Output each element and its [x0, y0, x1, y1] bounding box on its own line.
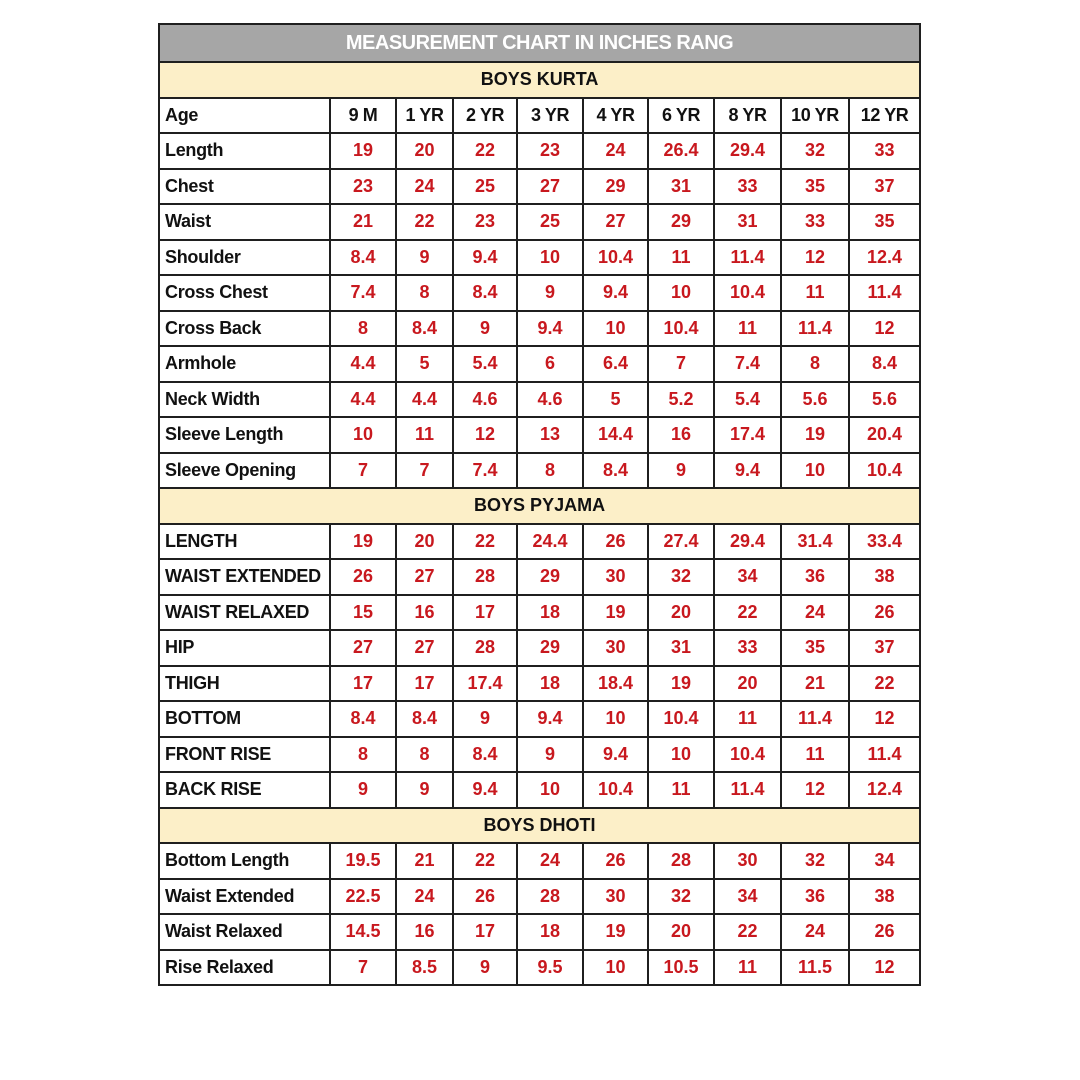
table-row [159, 453, 920, 489]
measurement-value: 9.4 [714, 453, 781, 489]
measurement-label: WAIST RELAXED [159, 595, 330, 631]
measurement-value: 21 [781, 666, 849, 702]
measurement-value: 5 [396, 346, 453, 382]
measurement-value: 11.5 [781, 950, 849, 986]
section-title: BOYS PYJAMA [159, 488, 920, 524]
measurement-value: 34 [849, 843, 920, 879]
measurement-value: 11.4 [714, 240, 781, 276]
measurement-value: 27 [396, 559, 453, 595]
measurement-value: 34 [714, 879, 781, 915]
chart-title: MEASUREMENT CHART IN INCHES RANG [159, 24, 920, 62]
age-column-header: 3 YR [517, 98, 583, 134]
measurement-value: 28 [453, 630, 517, 666]
measurement-value: 24 [781, 595, 849, 631]
measurement-value: 9 [330, 772, 396, 808]
measurement-value: 32 [781, 133, 849, 169]
measurement-value: 26 [849, 914, 920, 950]
measurement-value: 35 [781, 630, 849, 666]
measurement-value: 19 [330, 524, 396, 560]
measurement-value: 12 [849, 701, 920, 737]
measurement-value: 32 [781, 843, 849, 879]
measurement-value: 9.4 [517, 701, 583, 737]
measurement-value: 23 [453, 204, 517, 240]
measurement-value: 19 [330, 133, 396, 169]
measurement-value: 7.4 [453, 453, 517, 489]
measurement-value: 10.4 [648, 311, 714, 347]
measurement-value: 9.4 [453, 772, 517, 808]
section-title: BOYS DHOTI [159, 808, 920, 844]
measurement-label: Shoulder [159, 240, 330, 276]
measurement-value: 10 [517, 240, 583, 276]
measurement-value: 9 [648, 453, 714, 489]
measurement-value: 29 [517, 630, 583, 666]
measurement-value: 19 [583, 595, 648, 631]
measurement-value: 20 [396, 524, 453, 560]
measurement-value: 12 [849, 311, 920, 347]
measurement-value: 12 [781, 772, 849, 808]
section-row [159, 62, 920, 98]
age-header-row [159, 98, 920, 134]
measurement-value: 15 [330, 595, 396, 631]
measurement-value: 34 [714, 559, 781, 595]
table-row [159, 879, 920, 915]
measurement-label: Sleeve Opening [159, 453, 330, 489]
measurement-label: Waist Relaxed [159, 914, 330, 950]
measurement-value: 33 [849, 133, 920, 169]
table-row [159, 311, 920, 347]
measurement-value: 8 [517, 453, 583, 489]
measurement-label: BACK RISE [159, 772, 330, 808]
measurement-value: 10.4 [648, 701, 714, 737]
measurement-value: 8.4 [330, 240, 396, 276]
measurement-value: 8.5 [396, 950, 453, 986]
measurement-value: 17.4 [453, 666, 517, 702]
measurement-value: 11 [781, 737, 849, 773]
measurement-value: 37 [849, 169, 920, 205]
measurement-value: 18 [517, 595, 583, 631]
measurement-value: 17 [453, 914, 517, 950]
measurement-value: 38 [849, 879, 920, 915]
measurement-label: LENGTH [159, 524, 330, 560]
measurement-value: 16 [396, 914, 453, 950]
age-column-header: 9 M [330, 98, 396, 134]
measurement-value: 19.5 [330, 843, 396, 879]
table-row [159, 595, 920, 631]
measurement-value: 11 [781, 275, 849, 311]
measurement-value: 5.6 [849, 382, 920, 418]
measurement-value: 17 [396, 666, 453, 702]
measurement-value: 19 [648, 666, 714, 702]
measurement-value: 8 [330, 737, 396, 773]
measurement-value: 9 [517, 275, 583, 311]
chart-body [159, 24, 920, 985]
table-row [159, 630, 920, 666]
measurement-value: 8.4 [849, 346, 920, 382]
measurement-value: 8 [396, 275, 453, 311]
measurement-value: 14.5 [330, 914, 396, 950]
section-title: BOYS KURTA [159, 62, 920, 98]
table-row [159, 666, 920, 702]
measurement-label: Armhole [159, 346, 330, 382]
measurement-label: Neck Width [159, 382, 330, 418]
measurement-value: 12.4 [849, 772, 920, 808]
measurement-value: 25 [517, 204, 583, 240]
table-row [159, 701, 920, 737]
measurement-label: HIP [159, 630, 330, 666]
measurement-value: 29 [583, 169, 648, 205]
measurement-value: 9 [396, 772, 453, 808]
table-row [159, 169, 920, 205]
age-column-header: 1 YR [396, 98, 453, 134]
measurement-value: 9.4 [453, 240, 517, 276]
measurement-value: 26 [849, 595, 920, 631]
measurement-value: 5.4 [714, 382, 781, 418]
measurement-value: 4.4 [396, 382, 453, 418]
measurement-value: 4.6 [517, 382, 583, 418]
title-row [159, 24, 920, 62]
measurement-value: 9.4 [583, 275, 648, 311]
measurement-value: 36 [781, 879, 849, 915]
measurement-value: 11.4 [781, 311, 849, 347]
measurement-value: 11.4 [849, 275, 920, 311]
measurement-value: 18 [517, 666, 583, 702]
measurement-label: Rise Relaxed [159, 950, 330, 986]
measurement-value: 22 [849, 666, 920, 702]
measurement-value: 4.4 [330, 382, 396, 418]
measurement-value: 25 [453, 169, 517, 205]
measurement-value: 22 [453, 524, 517, 560]
measurement-value: 4.6 [453, 382, 517, 418]
measurement-value: 31 [648, 169, 714, 205]
measurement-label: Chest [159, 169, 330, 205]
measurement-value: 9.5 [517, 950, 583, 986]
measurement-value: 7 [648, 346, 714, 382]
age-column-header: 8 YR [714, 98, 781, 134]
measurement-value: 20 [648, 914, 714, 950]
measurement-value: 31.4 [781, 524, 849, 560]
measurement-value: 10 [781, 453, 849, 489]
measurement-value: 18.4 [583, 666, 648, 702]
measurement-value: 21 [330, 204, 396, 240]
measurement-value: 22 [396, 204, 453, 240]
measurement-value: 12 [781, 240, 849, 276]
table-row [159, 382, 920, 418]
measurement-value: 24 [396, 169, 453, 205]
measurement-value: 26 [330, 559, 396, 595]
measurement-value: 27 [583, 204, 648, 240]
measurement-value: 7 [396, 453, 453, 489]
measurement-value: 11.4 [849, 737, 920, 773]
measurement-value: 22.5 [330, 879, 396, 915]
measurement-value: 9.4 [517, 311, 583, 347]
measurement-value: 35 [849, 204, 920, 240]
measurement-value: 33.4 [849, 524, 920, 560]
measurement-value: 9 [453, 701, 517, 737]
measurement-value: 32 [648, 879, 714, 915]
measurement-value: 31 [714, 204, 781, 240]
measurement-value: 5.2 [648, 382, 714, 418]
measurement-value: 24 [781, 914, 849, 950]
measurement-value: 32 [648, 559, 714, 595]
table-row [159, 559, 920, 595]
measurement-value: 27.4 [648, 524, 714, 560]
measurement-value: 10.4 [714, 737, 781, 773]
measurement-value: 28 [648, 843, 714, 879]
measurement-value: 7 [330, 950, 396, 986]
section-row [159, 808, 920, 844]
measurement-value: 27 [396, 630, 453, 666]
measurement-label: FRONT RISE [159, 737, 330, 773]
table-row [159, 843, 920, 879]
measurement-value: 10.4 [849, 453, 920, 489]
measurement-value: 24 [517, 843, 583, 879]
measurement-value: 26 [583, 524, 648, 560]
measurement-value: 6 [517, 346, 583, 382]
measurement-value: 12 [849, 950, 920, 986]
measurement-value: 29 [517, 559, 583, 595]
measurement-value: 24 [396, 879, 453, 915]
age-column-header: 12 YR [849, 98, 920, 134]
table-row [159, 346, 920, 382]
measurement-label: Sleeve Length [159, 417, 330, 453]
measurement-value: 10 [648, 275, 714, 311]
measurement-label: Length [159, 133, 330, 169]
measurement-value: 5.4 [453, 346, 517, 382]
measurement-value: 18 [517, 914, 583, 950]
table-row [159, 772, 920, 808]
measurement-value: 5 [583, 382, 648, 418]
table-row [159, 275, 920, 311]
measurement-value: 11 [396, 417, 453, 453]
measurement-label: Cross Back [159, 311, 330, 347]
measurement-value: 33 [714, 169, 781, 205]
measurement-value: 10.4 [714, 275, 781, 311]
measurement-value: 29 [648, 204, 714, 240]
measurement-value: 9 [517, 737, 583, 773]
measurement-label: Bottom Length [159, 843, 330, 879]
table-row [159, 524, 920, 560]
measurement-value: 10.5 [648, 950, 714, 986]
measurement-value: 20.4 [849, 417, 920, 453]
age-header-label: Age [159, 98, 330, 134]
measurement-label: Waist [159, 204, 330, 240]
measurement-value: 9 [396, 240, 453, 276]
measurement-value: 20 [648, 595, 714, 631]
measurement-value: 8.4 [396, 311, 453, 347]
measurement-value: 26 [453, 879, 517, 915]
measurement-value: 8.4 [330, 701, 396, 737]
section-row [159, 488, 920, 524]
measurement-value: 17 [453, 595, 517, 631]
measurement-value: 20 [714, 666, 781, 702]
measurement-value: 13 [517, 417, 583, 453]
measurement-value: 7.4 [714, 346, 781, 382]
measurement-label: THIGH [159, 666, 330, 702]
table-row [159, 950, 920, 986]
measurement-value: 8 [396, 737, 453, 773]
measurement-value: 9 [453, 950, 517, 986]
measurement-value: 9.4 [583, 737, 648, 773]
measurement-value: 12 [453, 417, 517, 453]
measurement-value: 5.6 [781, 382, 849, 418]
measurement-value: 33 [714, 630, 781, 666]
measurement-value: 37 [849, 630, 920, 666]
measurement-value: 10 [583, 311, 648, 347]
measurement-value: 10 [330, 417, 396, 453]
measurement-value: 22 [714, 914, 781, 950]
measurement-label: Cross Chest [159, 275, 330, 311]
measurement-value: 11.4 [781, 701, 849, 737]
measurement-value: 16 [396, 595, 453, 631]
table-row [159, 133, 920, 169]
measurement-value: 10.4 [583, 772, 648, 808]
measurement-label: Waist Extended [159, 879, 330, 915]
measurement-value: 26.4 [648, 133, 714, 169]
measurement-value: 29.4 [714, 524, 781, 560]
table-row [159, 737, 920, 773]
measurement-value: 30 [583, 559, 648, 595]
measurement-value: 22 [453, 133, 517, 169]
measurement-value: 19 [583, 914, 648, 950]
measurement-value: 8 [330, 311, 396, 347]
measurement-value: 23 [330, 169, 396, 205]
age-column-header: 6 YR [648, 98, 714, 134]
measurement-value: 8 [781, 346, 849, 382]
measurement-value: 10.4 [583, 240, 648, 276]
measurement-value: 30 [583, 879, 648, 915]
measurement-value: 22 [453, 843, 517, 879]
measurement-value: 36 [781, 559, 849, 595]
measurement-value: 7 [330, 453, 396, 489]
measurement-value: 38 [849, 559, 920, 595]
measurement-value: 14.4 [583, 417, 648, 453]
table-row [159, 240, 920, 276]
measurement-value: 11 [648, 240, 714, 276]
measurement-value: 17.4 [714, 417, 781, 453]
measurement-value: 33 [781, 204, 849, 240]
measurement-value: 10 [583, 950, 648, 986]
measurement-value: 23 [517, 133, 583, 169]
measurement-value: 10 [648, 737, 714, 773]
age-column-header: 10 YR [781, 98, 849, 134]
table-row [159, 914, 920, 950]
measurement-value: 11.4 [714, 772, 781, 808]
measurement-value: 12.4 [849, 240, 920, 276]
measurement-value: 8.4 [583, 453, 648, 489]
measurement-value: 4.4 [330, 346, 396, 382]
measurement-value: 24.4 [517, 524, 583, 560]
measurement-value: 28 [517, 879, 583, 915]
measurement-value: 28 [453, 559, 517, 595]
measurement-value: 21 [396, 843, 453, 879]
measurement-value: 35 [781, 169, 849, 205]
measurement-value: 22 [714, 595, 781, 631]
table-row [159, 204, 920, 240]
measurement-value: 7.4 [330, 275, 396, 311]
measurement-value: 30 [714, 843, 781, 879]
measurement-value: 11 [714, 950, 781, 986]
age-column-header: 4 YR [583, 98, 648, 134]
measurement-value: 27 [330, 630, 396, 666]
measurement-value: 24 [583, 133, 648, 169]
measurement-value: 29.4 [714, 133, 781, 169]
measurement-value: 10 [583, 701, 648, 737]
measurement-value: 19 [781, 417, 849, 453]
measurement-value: 10 [517, 772, 583, 808]
measurement-value: 11 [714, 311, 781, 347]
age-column-header: 2 YR [453, 98, 517, 134]
measurement-value: 6.4 [583, 346, 648, 382]
measurement-chart-table [158, 23, 921, 986]
measurement-value: 8.4 [453, 737, 517, 773]
measurement-value: 31 [648, 630, 714, 666]
measurement-value: 26 [583, 843, 648, 879]
measurement-value: 30 [583, 630, 648, 666]
measurement-value: 11 [648, 772, 714, 808]
table-row [159, 417, 920, 453]
measurement-value: 11 [714, 701, 781, 737]
measurement-value: 17 [330, 666, 396, 702]
measurement-label: WAIST EXTENDED [159, 559, 330, 595]
measurement-value: 8.4 [396, 701, 453, 737]
measurement-value: 20 [396, 133, 453, 169]
measurement-label: BOTTOM [159, 701, 330, 737]
measurement-value: 27 [517, 169, 583, 205]
measurement-value: 9 [453, 311, 517, 347]
measurement-value: 16 [648, 417, 714, 453]
measurement-value: 8.4 [453, 275, 517, 311]
